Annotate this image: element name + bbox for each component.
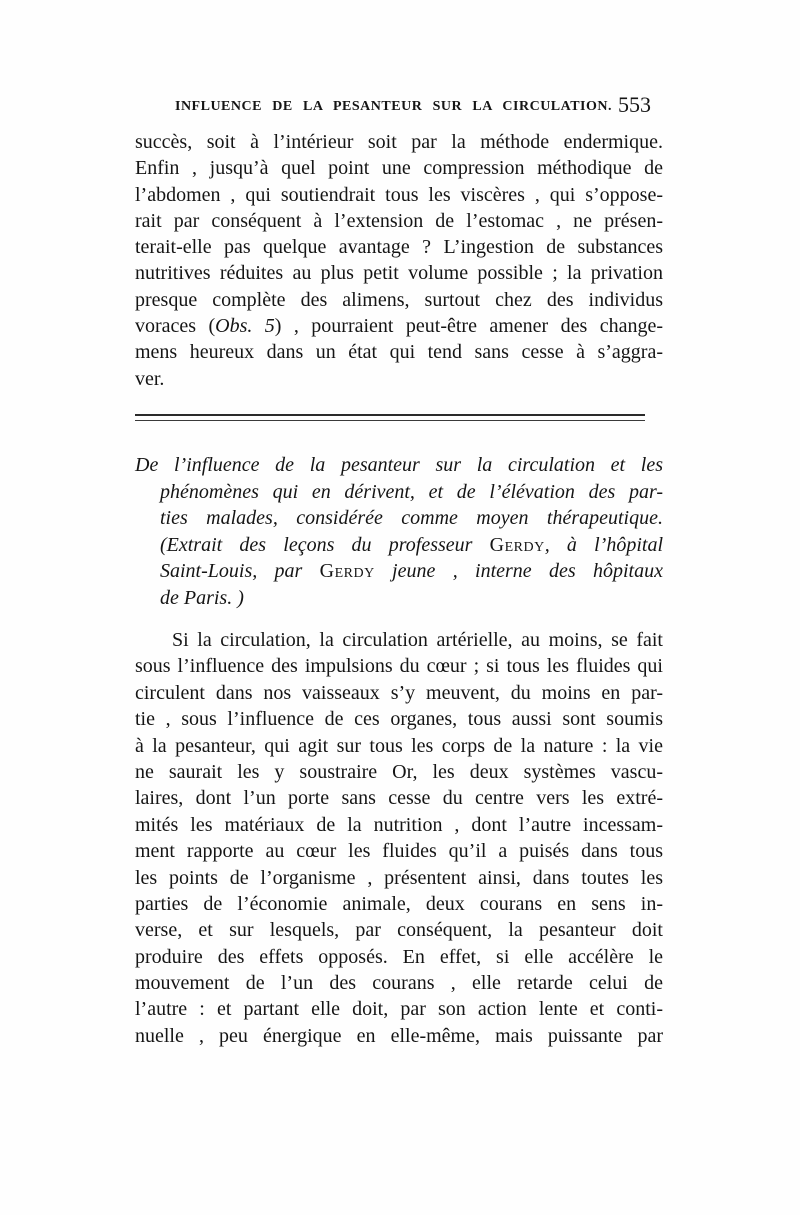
text-line: nutritives réduites au plus petit volume possible ; la privation	[135, 262, 663, 285]
page-number: 553	[618, 92, 651, 117]
paragraph-continued	[135, 129, 663, 392]
text-segment: ) , pourraient peut-être amener des change-	[274, 315, 663, 338]
section-divider	[135, 414, 645, 416]
text-line: ment rapporte au cœur les fluides qu’il a puisés dans tous	[135, 840, 663, 863]
heading-line: De l’influence de la pesanteur sur la circulation et les	[135, 454, 663, 476]
article-body	[135, 627, 663, 1049]
text-line: circulent dans nos vaisseaux s’y meuvent, du moins en par-	[135, 681, 663, 704]
text-line: tie , sous l’influence de ces organes, tous aussi sont soumis	[135, 708, 663, 731]
text-line: à la pesanteur, qui agit sur tous les corps de la nature : la vie	[135, 734, 663, 757]
text-line: ver.	[135, 367, 165, 390]
text-line: sous l’influence des impulsions du cœur ; si tous les fluides qui	[135, 655, 663, 678]
heading-segment: (Extrait des leçons du professeur	[160, 533, 490, 556]
heading-line: phénomènes qui en dérivent, et de l’élévation des par-	[160, 480, 663, 503]
author-name: Gerdy	[319, 560, 375, 583]
text-line: presque complète des alimens, surtout chez des individus	[135, 288, 663, 311]
article-heading	[135, 452, 663, 612]
text-line: mouvement de l’un des courans , elle retarde celui de	[135, 972, 663, 995]
heading-line: de Paris. )	[160, 586, 244, 609]
text-segment: voraces (	[135, 315, 216, 338]
heading-segment: jeune , interne des hôpitaux	[374, 560, 663, 583]
text-line: laires, dont l’un porte sans cesse du centre vers les extré-	[135, 787, 663, 810]
running-title: INFLUENCE DE LA PESANTEUR SUR LA CIRCULATION.	[175, 99, 612, 114]
text-line: mens heureux dans un état qui tend sans cesse à s’aggra-	[135, 341, 663, 364]
text-line: rait par conséquent à l’extension de l’estomac , ne présen-	[135, 209, 663, 232]
heading-line	[135, 558, 663, 585]
text-line: ne saurait les y soustraire Or, les deux systèmes vascu-	[135, 760, 663, 783]
text-line: mités les matériaux de la nutrition , dont l’autre incessam-	[135, 813, 663, 836]
text-line: succès, soit à l’intérieur soit par la méthode endermique.	[135, 131, 663, 153]
text-line: produire des effets opposés. En effet, si elle accélère le	[135, 945, 663, 968]
text-line: nuelle , peu énergique en elle-même, mais puissante par	[135, 1024, 663, 1047]
text-line: l’abdomen , qui soutiendrait tous les viscères , qui s’oppose-	[135, 183, 663, 206]
heading-line	[135, 532, 663, 559]
text-line: l’autre : et partant elle doit, par son action lente et conti-	[135, 998, 663, 1021]
section-divider-thin	[135, 420, 645, 421]
author-name: Gerdy	[489, 533, 545, 556]
heading-line: ties malades, considérée comme moyen thérapeutique.	[160, 507, 663, 530]
text-line: verse, et sur lesquels, par conséquent, la pesanteur doit	[135, 919, 663, 942]
observation-reference: Obs. 5	[215, 315, 275, 338]
text-line: les points de l’organisme , présentent ainsi, dans toutes les	[135, 866, 663, 889]
text-line: terait-elle pas quelque avantage ? L’ingestion de substances	[135, 236, 663, 259]
heading-segment: , à l’hôpital	[544, 533, 663, 556]
text-line: Enfin , jusqu’à quel point une compression méthodique de	[135, 157, 663, 180]
text-line: parties de l’économie animale, deux courans en sens in-	[135, 892, 663, 915]
text-line	[135, 313, 663, 339]
heading-segment: Saint-Louis, par	[160, 560, 320, 583]
text-line: Si la circulation, la circulation artérielle, au moins, se fait	[172, 629, 663, 651]
